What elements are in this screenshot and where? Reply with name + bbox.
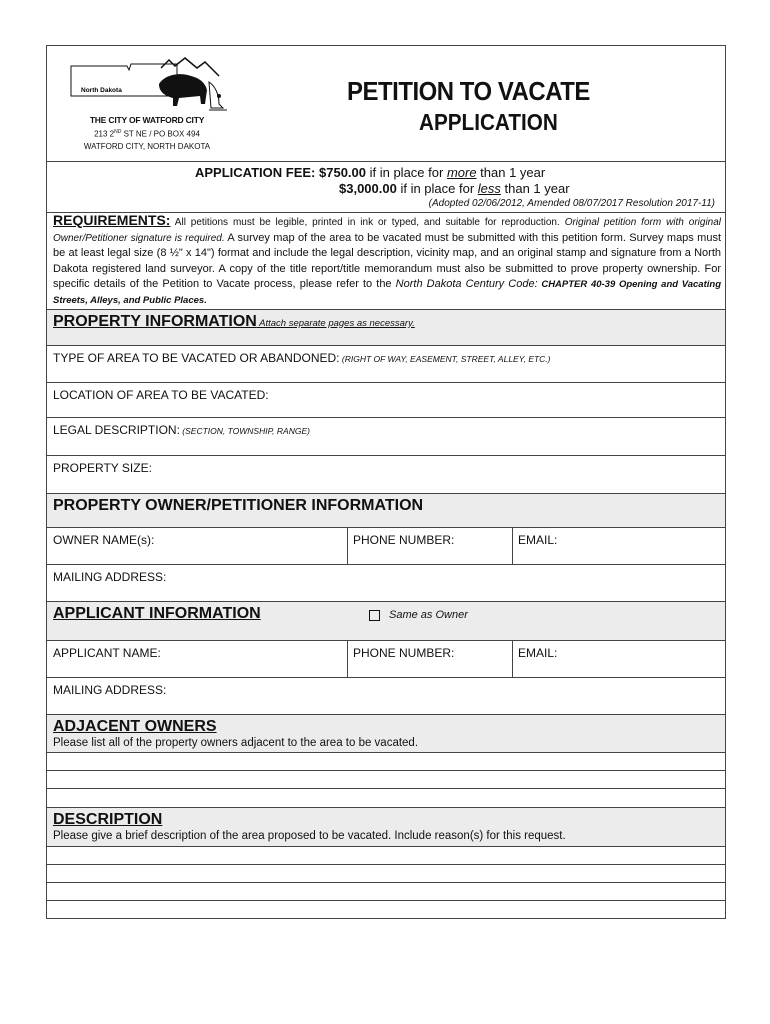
adjacent-line-3[interactable] [47,788,725,807]
adopted-note: (Adopted 02/06/2012, Amended 08/07/2017 Resolution 2017-11) [428,198,715,209]
applicant-phone-field[interactable]: PHONE NUMBER: [353,646,455,660]
adjacent-line-1[interactable] [47,752,725,770]
city-logo [69,56,229,122]
city-address-line2: WATFORD CITY, NORTH DAKOTA [83,141,211,151]
logo-state-text: North Dakota [81,87,122,94]
owner-name-field[interactable]: OWNER NAME(s): [53,533,155,547]
adjacent-instruction: Please list all of the property owners adjacent to the area to be vacated. [53,737,419,749]
same-as-owner-checkbox[interactable] [369,610,380,621]
applicant-email-field[interactable]: EMAIL: [518,646,558,660]
property-size-field[interactable]: PROPERTY SIZE: [47,455,725,493]
form-subtitle: APPLICATION [419,109,558,135]
requirements-paragraph: REQUIREMENTS: All petitions must be legible, printed in ink or typed, and suitable for reproduction. Original petition form with original Owner/Petitioner signature is required. A survey map of the area to be vacated must be submitted with this petition form. Survey maps must be at least legal size (8 ½" x 14") format and include the legal description, vicinity map, and an original stamp and signature from a North Dakota registered land surveyor. A copy of the title report/title memorandum must also be submitted to prove property ownership. For specific details of the Petition to Vacate process, please refer to the North Dakota Century Code: CHAPTER 40-39 Opening and Vacating Streets, Alleys, and Public Places. [53,212,722,306]
city-address-block [67,114,227,153]
city-name: THE CITY OF WATFORD CITY [89,115,205,125]
owner-contact-row [47,527,725,564]
legal-description-field[interactable]: LEGAL DESCRIPTION: (SECTION, TOWNSHIP, RANGE) [47,417,725,455]
form-title: PETITION TO VACATE [347,76,590,106]
owner-email-field[interactable]: EMAIL: [518,533,558,547]
applicant-section-title: APPLICANT INFORMATION [53,605,261,622]
location-field[interactable]: LOCATION OF AREA TO BE VACATED: [47,382,725,417]
applicant-name-field[interactable]: APPLICANT NAME: [53,646,161,660]
applicant-section-header [47,601,725,640]
property-section-header [47,309,725,345]
description-line-4[interactable] [47,900,725,919]
description-instruction: Please give a brief description of the area proposed to be vacated. Include reason(s) for this request. [53,830,566,842]
description-line-1[interactable] [47,846,725,864]
applicant-contact-row [47,640,725,677]
same-as-owner-label: Same as Owner [389,609,468,621]
owner-address-field[interactable]: MAILING ADDRESS: [47,564,725,601]
owner-phone-field[interactable]: PHONE NUMBER: [353,533,455,547]
description-section-header [47,807,725,846]
header-divider [47,161,725,162]
description-line-2[interactable] [47,864,725,882]
city-address-line1: 213 2ND ST NE / PO BOX 494 [94,129,200,139]
area-type-field[interactable]: TYPE OF AREA TO BE VACATED OR ABANDONED: (RIGHT OF WAY, EASEMENT, STREET, ALLEY, ETC.) [47,345,725,382]
applicant-address-field[interactable]: MAILING ADDRESS: [47,677,725,714]
application-fee-line2: $3,000.00 if in place for less than 1 year [339,181,570,196]
adjacent-section-title: ADJACENT OWNERS [53,718,217,735]
owner-section-title: PROPERTY OWNER/PETITIONER INFORMATION [53,497,424,514]
property-section-title: PROPERTY INFORMATION Attach separate pages as necessary. [53,313,415,330]
adjacent-line-2[interactable] [47,770,725,788]
description-section-title: DESCRIPTION [53,811,163,828]
adjacent-section-header [47,714,725,752]
owner-section-header [47,493,725,527]
description-line-3[interactable] [47,882,725,900]
application-fee-line1: APPLICATION FEE: $750.00 if in place for more than 1 year [195,165,546,180]
petition-form-page [46,45,726,919]
